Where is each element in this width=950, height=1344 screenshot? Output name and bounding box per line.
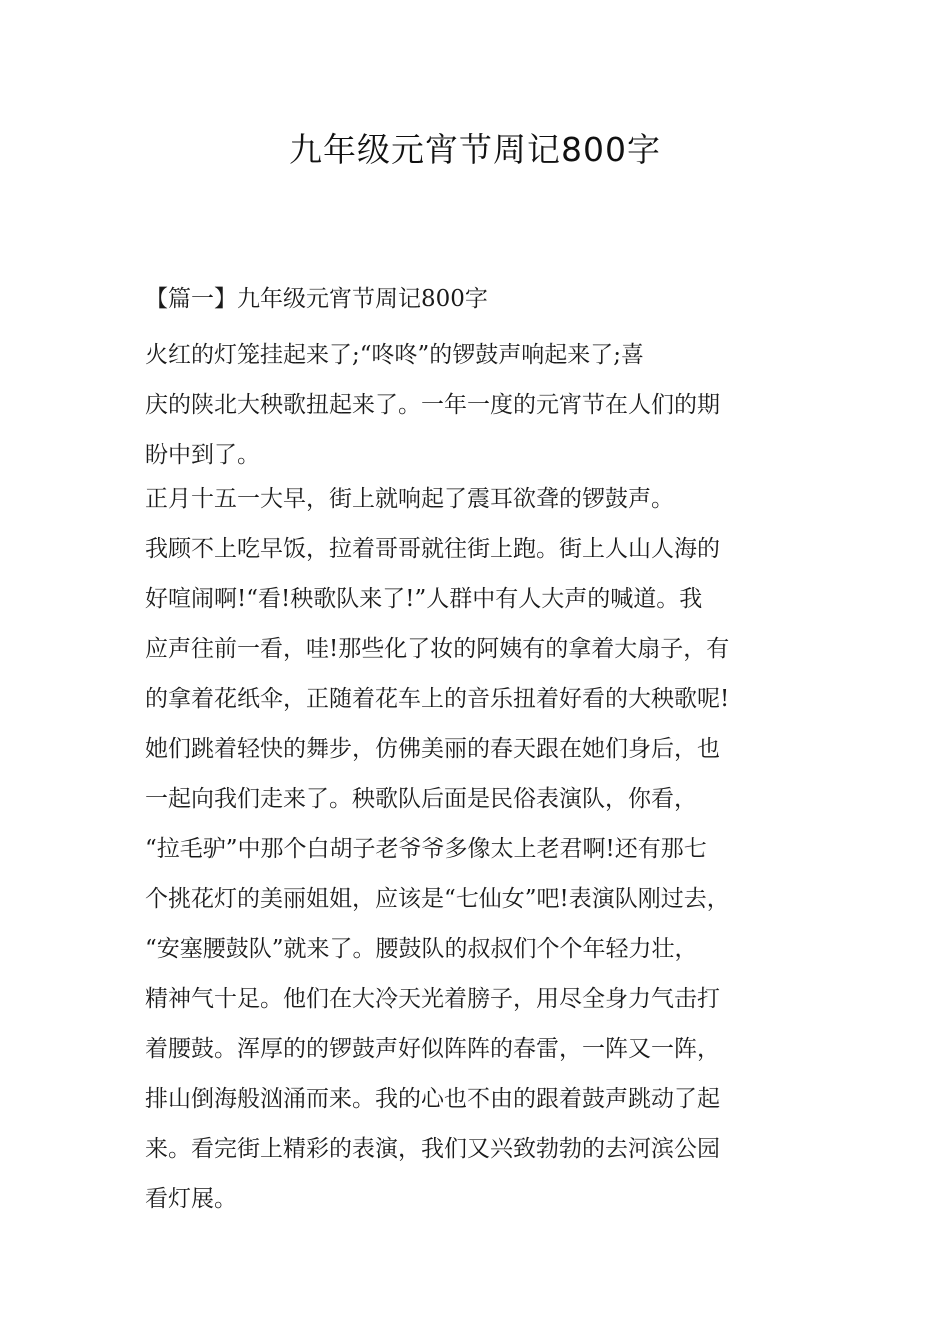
paragraph-line: “拉毛驴”中那个白胡子老爷爷多像太上老君啊!还有那七 [145,836,707,862]
paragraph-line: 庆的陕北大秧歌扭起来了。一年一度的元宵节在人们的期 [145,392,720,418]
paragraph-line: 来。看完街上精彩的表演，我们又兴致勃勃的去河滨公园 [145,1136,720,1162]
paragraph-line: 个挑花灯的美丽姐姐，应该是“七仙女”吧!表演队刚过去， [145,886,730,912]
paragraph-line: 着腰鼓。浑厚的的锣鼓声好似阵阵的春雷，一阵又一阵， [145,1036,720,1062]
paragraph-1 [145,330,815,480]
paragraph-line: 好喧闹啊!“看!秧歌队来了!”人群中有人大声的喊道。我 [145,586,703,612]
paragraph-line: 看灯展。 [145,1186,237,1212]
page-title: 九年级元宵节周记800字 [289,130,661,169]
paragraph-line: 我顾不上吃早饭，拉着哥哥就往街上跑。街上人山人海的 [145,536,720,562]
paragraph-line: 应声往前一看，哇!那些化了妆的阿姨有的拿着大扇子，有 [145,636,730,662]
paragraph-line: 盼中到了。 [145,442,260,468]
paragraph-2 [145,474,815,1224]
paragraph-line: 的拿着花纸伞，正随着花车上的音乐扭着好看的大秧歌呢! [145,686,730,712]
paragraph-line: 一起向我们走来了。秧歌队后面是民俗表演队，你看， [145,786,697,812]
paragraph-line: 火红的灯笼挂起来了;“咚咚”的锣鼓声响起来了;喜 [145,342,645,368]
section-heading: 【篇一】九年级元宵节周记800字 [145,286,488,312]
paragraph-line: 她们跳着轻快的舞步，仿佛美丽的春天跟在她们身后，也 [145,736,720,762]
paragraph-line: 排山倒海般汹涌而来。我的心也不由的跟着鼓声跳动了起 [145,1086,720,1112]
paragraph-line: 正月十五一大早，街上就响起了震耳欲聋的锣鼓声。 [145,486,674,512]
paragraph-line: “安塞腰鼓队”就来了。腰鼓队的叔叔们个个年轻力壮， [145,936,698,962]
paragraph-line: 精神气十足。他们在大冷天光着膀子，用尽全身力气击打 [145,986,720,1012]
